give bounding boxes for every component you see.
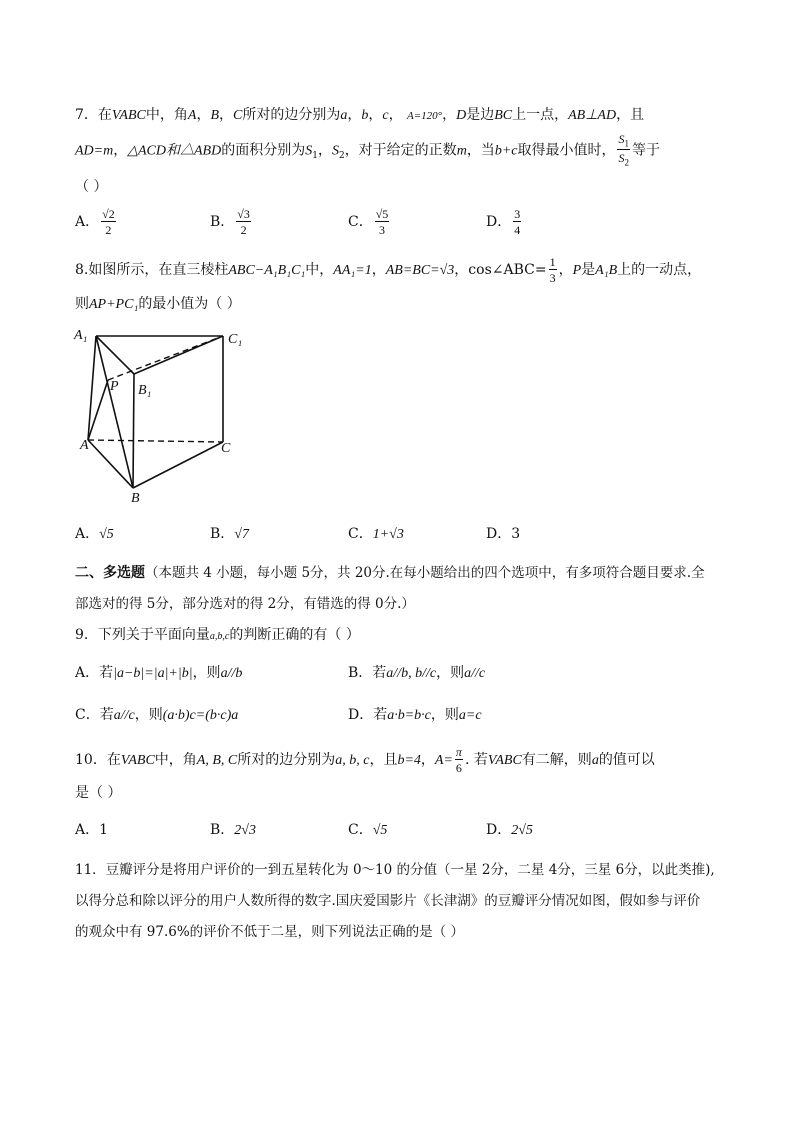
q10-tri-2: VABC (487, 753, 522, 768)
section2-title: 二、多选题 (75, 565, 145, 581)
section2-header: 二、多选题（本题共 4 小题，每小题 5分，共 20分.在每小题给出的四个选项中，有多项符合题目要求.全 (75, 565, 705, 581)
q9-option-b: B．若a//b, b//c，则a//c (348, 665, 486, 681)
q8-option-b: B．√7 (210, 526, 249, 542)
q9-stem: 9．下列关于平面向量a,b,c的判断正确的有（ ） (75, 627, 360, 643)
q7-line1: 7．在VABC中，角A，B，C所对的边分别为a，b，c， A=120°，D是边BC上一点，AB⊥AD，且 (75, 107, 645, 123)
q11-line2: 以得分总和除以评分的用户人数所得的数字.国庆爱国影片《长津湖》的豆瓣评分情况如图，假如参与评价 (75, 893, 701, 909)
prism-figure (70, 322, 260, 512)
edge-b1c1 (134, 336, 223, 374)
q8-option-c: C．1+√3 (348, 526, 404, 542)
label-b1: B₁ (138, 383, 152, 398)
q8-option-d: D．3 (486, 526, 521, 542)
q10-option-b: B．2√3 (210, 822, 256, 838)
edge-ac-hidden (88, 440, 223, 442)
label-c1: C₁ (228, 332, 243, 347)
q11-line3: 的观众中有 97.6%的评价不低于二星，则下列说法正确的是（ ） (75, 924, 464, 940)
q11-line1: 11．豆瓣评分是将用户评价的一到五星转化为 0～10 的分值（一星 2分，二星 4分，三星 6分，以此类推), (75, 862, 715, 878)
edge-bc (133, 442, 223, 488)
edge-ab (88, 440, 133, 488)
q10-option-d: D．2√5 (486, 822, 533, 838)
q10-option-a: A．1 (75, 822, 109, 838)
edge-a1a (88, 336, 96, 440)
label-c: C (221, 441, 231, 456)
q7-option-d: D． $\frac{3}{4}$ (486, 207, 521, 237)
q9-option-c: C．若a//c，则(a·b)c=(b·c)a (75, 707, 239, 723)
edge-b1b (133, 374, 134, 488)
s1-over-s2: $\frac{S_1}{S_2}$ (618, 132, 629, 168)
q9-option-d: D．若a·b=b·c，则a=c (348, 707, 482, 723)
label-b: B (131, 491, 140, 506)
segment-pc1-hidden (108, 336, 223, 380)
q7-option-c: C． $\frac{√5}{3}$ (348, 207, 389, 237)
q10-line1: 10．在VABC中，角A, B, C所对的边分别为a, b, c，且b=4，A= $\frac{\pi}{6}$ . 若VABC有二解，则a的值可以 (75, 745, 655, 775)
label-a: A (80, 438, 89, 453)
section2-desc-line2: 部选对的得 5分，部分选对的得 2分，有错选的得 0分.） (75, 596, 415, 612)
q8-option-a: A．√5 (75, 526, 114, 542)
q9-option-a: A．若|a−b|=|a|+|b|，则a//b (75, 665, 243, 681)
label-a1: A₁ (74, 328, 88, 343)
label-p: P (110, 379, 119, 394)
edge-a1b (96, 336, 133, 488)
q7-option-b: B． $\frac{√3}{2}$ (210, 207, 250, 237)
edge-a1b1 (96, 336, 134, 374)
q8-line2: 则AP+PC₁的最小值为（ ） (75, 296, 241, 312)
q7-option-a: A． $\frac{√2}{2}$ (75, 207, 115, 237)
q10-line2: 是（ ） (75, 785, 122, 801)
q10-option-c: C．√5 (348, 822, 388, 838)
q8-line1: 8.如图所示，在直三棱柱ABC−A₁B₁C₁中，AA₁=1，AB=BC=√3，cos∠ABC= $\frac{1}{3}$ ，P是A₁B上的一动点， (75, 255, 702, 285)
q7-blank: （ ） (75, 179, 108, 195)
q7-line2: AD=m，△ACD和△ABD的面积分别为$S_1$，$S_2$，对于给定的正数m，当b+c取得最小值时， $\frac{S_1}{S_2}$ 等于 (75, 132, 660, 168)
